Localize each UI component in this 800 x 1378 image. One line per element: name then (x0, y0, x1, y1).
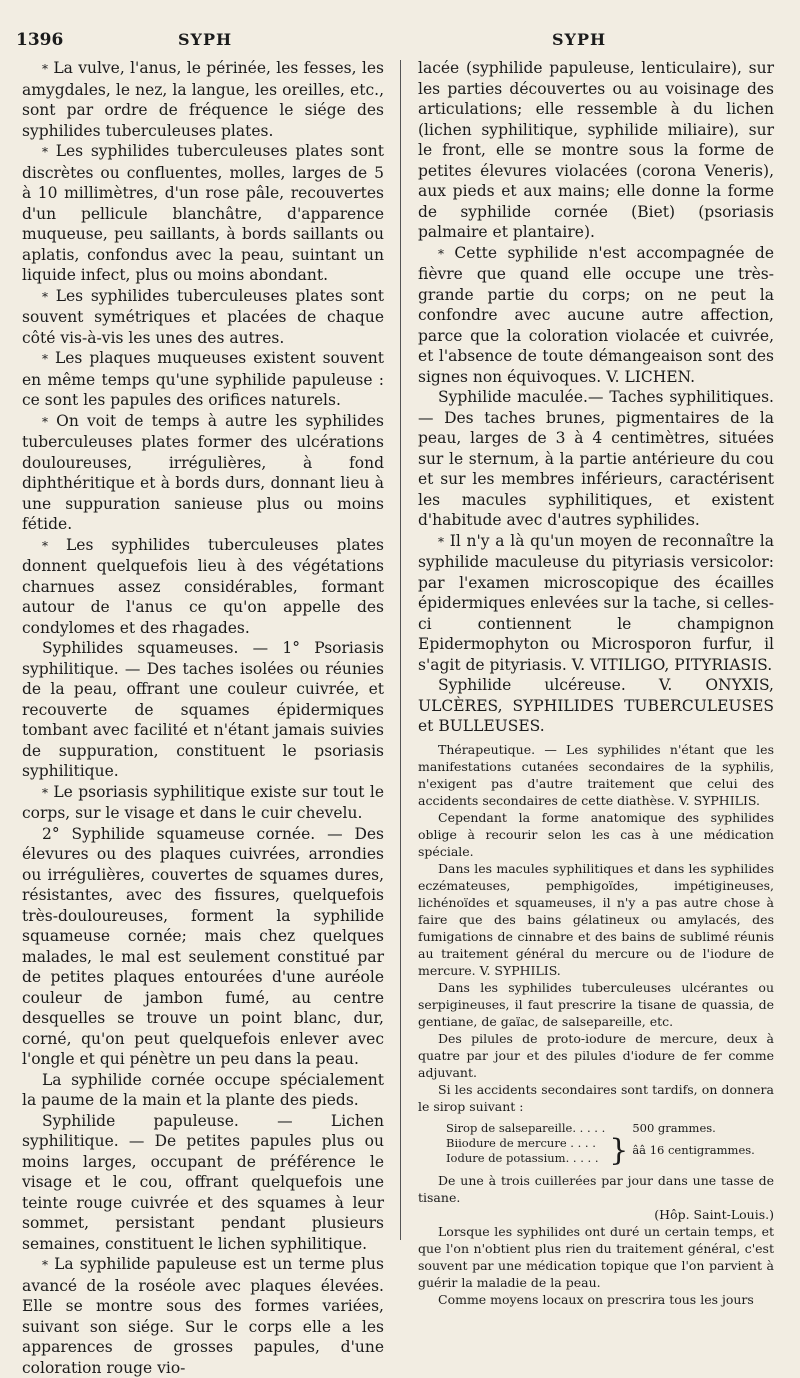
section-ulcereuse: Syphilide ulcéreuse. V. ONYXIS, ULCÈRES, SYPHILIDES TUBERCULEUSES et BULLEUSES. (418, 676, 774, 735)
therapeutics-section (418, 741, 774, 1308)
therapeutics-paragraph: Des pilules de proto-iodure de mercure, deux à quatre par jour et des pilules d'iodure de fer comme adjuvant. (418, 1030, 774, 1080)
asterism-icon: * (42, 289, 48, 304)
therapeutics-paragraph: Thérapeutique. — Les syphilides n'étant que les manifestations cutanées secondaires de la syphilis, n'exigent pas d'autre traitement que celui des accidents secondaires de cette diathèse. V. SYPHILIS. (418, 741, 774, 808)
asterism-icon: * (42, 352, 48, 366)
right-column (418, 58, 774, 1308)
section-maculee: Syphilide maculée.— Taches syphilitiques. — Des taches brunes, pigmentaires de la peau, larges de 3 à 4 centimètres, situées sur le sternum, à la partie antérieure du cou et sur les membres inférieurs, caractérisent les macules syphilitiques, et existent d'habitude avec d'autres syphilides. (418, 388, 774, 529)
paragraph: * Les plaques muqueuses existent souvent en même temps qu'une syphilide papuleuse : ce sont les papules des orifices naturels. (22, 349, 384, 409)
paragraph: * On voit de temps à autre les syphilides tuberculeuses plates former des ulcérations douloureuses, irrégulières, à fond diphthéritique et à bords durs, donnant lieu à une suppuration sanieuse plus ou moins fétide. (22, 411, 384, 533)
therapeutics-paragraph: Dans les macules syphilitiques et dans les syphilides eczémateuses, pemphigoïdes, impétigineuses, lichénoïdes et squameuses, il n'y a pas autre chose à faire que des bains gélatineux ou amylacés, des fumigations de cinnabre et des bains de sublimé réunis au traitement général du mercure ou de l'iodure de mercure. V. SYPHILIS. (418, 860, 774, 978)
column-divider (400, 60, 401, 1240)
asterism-icon: * (42, 538, 48, 553)
therapeutics-paragraph: Dans les syphilides tuberculeuses ulcérantes ou serpigineuses, il faut prescrire la tisane de quassia, de gentiane, de gaïac, de salsepareille, etc. (418, 979, 774, 1029)
paragraph: * Le psoriasis syphilitique existe sur tout le corps, sur le visage et dans le cuir chevelu. (22, 782, 384, 822)
paragraph: * La vulve, l'anus, le périnée, les fesses, les amygdales, le nez, la langue, les oreilles, etc., sont par ordre de fréquence le siége des syphilides tuberculeuses plates. (22, 59, 384, 140)
formula-ingredient: Biiodure de mercure . . . . (446, 1135, 596, 1150)
running-head-right: SYPH (552, 30, 607, 49)
right-main-text (418, 58, 774, 737)
page-number: 1396 (16, 30, 64, 50)
section-papuleuse: Syphilide papuleuse. — Lichen syphilitique. — De petites papules plus ou moins larges, occupant de préférence le visage et le cou, offrant quelquefois une teinte rouge cuivrée et des squames à leur sommet, persistant pendant plusieurs semaines, constituent le lichen syphilitique. (22, 1111, 384, 1253)
asterism-icon: * (42, 414, 48, 429)
therapeutics-paragraph: Comme moyens locaux on prescrira tous les jours (438, 1291, 754, 1307)
therapeutics-paragraph: Lorsque les syphilides ont duré un certain temps, et que l'on n'obtient plus rien du traitement général, c'est souvent par une médication topique que l'on parvient à guérir la maladie de la peau. (418, 1223, 774, 1290)
dosage-instruction: De une à trois cuillerées par jour dans une tasse de tisane. (418, 1172, 774, 1205)
asterism-icon: * (42, 62, 48, 76)
formula-ingredient: Sirop de salsepareille. . . . . (446, 1120, 606, 1135)
paragraph-continued: lacée (syphilide papuleuse, lenticulaire), sur les parties découvertes ou au voisinage des articulations; elle ressemble à du lichen (lichen syphilitique, syphilide miliaire), sur le front, elle se montre sous la forme de petites élevures violacées (corona Veneris), aux pieds et aux mains; elle donne la forme de syphilide cornée (Biet) (psoriasis palmaire et plantaire). (418, 59, 774, 241)
paragraph: * Les syphilides tuberculeuses plates donnent quelquefois lieu à des végétations charnues assez considérables, formant autour de l'anus ce qu'on appelle des condylomes et des rhagades. (22, 535, 384, 637)
therapeutics-paragraph: Si les accidents secondaires sont tardifs, on donnera le sirop suivant : (418, 1081, 774, 1114)
page-header (0, 30, 800, 60)
paragraph: * Cette syphilide n'est accompagnée de fièvre que quand elle occupe une très-grande partie du corps; on ne peut la confondre avec aucune autre affection, parce que la coloration violacée et cuivrée, et l'absence de toute démangeaison sont des signes non équivoques. V. LICHEN. (418, 243, 774, 386)
formula-dose: 500 grammes. (632, 1120, 716, 1135)
paragraph: La syphilide cornée occupe spécialement la paume de la main et la plante des pieds. (22, 1070, 384, 1109)
formula-ingredient: Iodure de potassium. . . . . (446, 1150, 599, 1165)
section-squameuses: Syphilides squameuses. — 1° Psoriasis syphilitique. — Des taches isolées ou réunies de la peau, offrant une couleur cuivrée, et recouverte de squames épidermiques tombant avec facilité et n'étant jamais suivies de suppuration, constituent le psoriasis syphilitique. (22, 639, 384, 780)
source-reference: (Hôp. Saint-Louis.) (654, 1206, 774, 1222)
left-column (22, 58, 384, 1378)
asterism-icon: * (42, 145, 48, 159)
asterism-icon: * (438, 534, 444, 549)
paragraph: * La syphilide papuleuse est un terme plus avancé de la roséole avec plaques élevées. Elle se montre sous des formes variées, suivant son siége. Sur le corps elle a les apparences de grosses papules, d'une coloration rouge vio- (22, 1255, 384, 1377)
paragraph: * Les syphilides tuberculeuses plates sont souvent symétriques et placées de chaque côté vis-à-vis les unes des autres. (22, 286, 384, 347)
prescription-formula (446, 1121, 759, 1166)
therapeutics-paragraph: Cependant la forme anatomique des syphilides oblige à recourir selon les cas à une médication spéciale. (418, 809, 774, 859)
brace-icon: } (609, 1132, 629, 1168)
paragraph: * Les syphilides tuberculeuses plates sont discrètes ou confluentes, molles, larges de 5 à 10 millimètres, d'un rose pâle, recouvertes d'un pellicule blanchâtre, d'apparence muqueuse, peu saillants, à bords saillants ou aplatis, confondus avec la peau, suintant un liquide infect, plus ou moins abondant. (22, 142, 384, 284)
asterism-icon: * (42, 785, 48, 800)
running-head-left: SYPH (178, 30, 233, 49)
formula-dose: ââ 16 centigrammes. (632, 1143, 755, 1157)
asterism-icon: * (42, 1258, 48, 1272)
asterism-icon: * (438, 246, 444, 261)
paragraph: * Il n'y a là qu'un moyen de reconnaître la syphilide maculeuse du pityriasis versicolor: par l'examen microscopique des écailles épidermiques enlevées sur la tache, si celles-ci contiennent le champignon Epidermophyton ou Microsporon furfur, il s'agit de pityriasis. V. VITILIGO, PITYRIASIS. (418, 531, 774, 674)
paragraph: 2° Syphilide squameuse cornée. — Des élevures ou des plaques cuivrées, arrondies ou irrégulières, couvertes de squames dures, résistantes, avec des fissures, quelquefois très-douloureuses, forment la syphilide squameuse cornée; mais chez quelques malades, le mal est seulement constitué par de petites plaques entourées d'une auréole couleur de jambon fumé, au centre desquelles se trouve un point blanc, dur, corné, qu'on peut quelquefois enlever avec l'ongle et qui pénètre un peu dans la peau. (22, 824, 384, 1068)
